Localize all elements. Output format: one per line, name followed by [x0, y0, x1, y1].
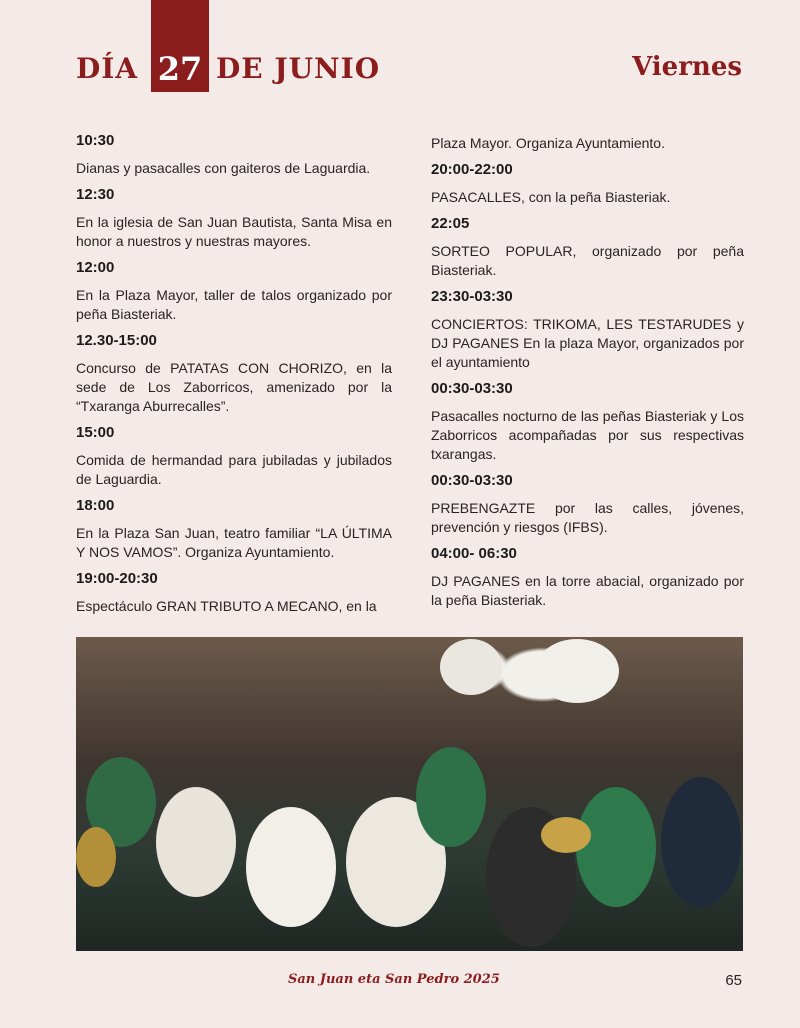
event-description: Espectáculo GRAN TRIBUTO A MECANO, en la	[76, 598, 377, 614]
schedule-item	[431, 545, 744, 610]
schedule-right-column	[431, 134, 744, 618]
event-description: Dianas y pasacalles con gaiteros de Laguardia.	[76, 160, 371, 176]
event-time: 10:30	[76, 132, 115, 149]
event-description: Comida de hermandad para jubiladas y jubilados de Laguardia.	[76, 452, 392, 487]
event-time: 00:30-03:30	[431, 472, 513, 489]
crowd-figure	[246, 807, 336, 927]
schedule-item	[76, 132, 392, 178]
event-time: 15:00	[76, 424, 115, 441]
sousaphone-bell-right	[535, 639, 619, 703]
event-description: Pasacalles nocturno de las peñas Biasteriak y Los Zaborricos acompañadas por sus respectivas txarangas.	[431, 408, 744, 462]
event-description: En la Plaza Mayor, taller de talos organizado por peña Biasteriak.	[76, 287, 392, 322]
brass-band-photo	[76, 637, 743, 951]
schedule-item	[76, 186, 392, 251]
event-time: 04:00- 06:30	[431, 545, 517, 562]
event-continuation: Plaza Mayor. Organiza Ayuntamiento.	[431, 135, 665, 151]
crowd-figure	[576, 787, 656, 907]
crowd-figure	[661, 777, 741, 907]
schedule-item	[431, 161, 744, 207]
event-time: 18:00	[76, 497, 115, 514]
event-description: En la iglesia de San Juan Bautista, Santa Misa en honor a nuestros y nuestras mayores.	[76, 214, 392, 249]
schedule-item	[76, 259, 392, 324]
tuba	[76, 827, 116, 887]
schedule-item	[76, 332, 392, 416]
schedule-item	[431, 215, 744, 280]
event-time: 00:30-03:30	[431, 380, 513, 397]
event-description: Concurso de PATATAS CON CHORIZO, en la sede de Los Zaborricos, amenizado por la “Txaranga Aburrecalles”.	[76, 360, 392, 414]
day-number: 27	[157, 50, 203, 88]
event-description: PASACALLES, con la peña Biasteriak.	[431, 189, 671, 205]
event-description: DJ PAGANES en la torre abacial, organizado por la peña Biasteriak.	[431, 573, 744, 608]
event-time: 12.30-15:00	[76, 332, 157, 349]
event-description: SORTEO POPULAR, organizado por peña Biasteriak.	[431, 243, 744, 278]
event-time: 22:05	[431, 215, 470, 232]
schedule-item	[431, 380, 744, 464]
page-number: 65	[725, 972, 742, 989]
event-time: 12:00	[76, 259, 115, 276]
crowd-figure	[156, 787, 236, 897]
event-description: CONCIERTOS: TRIKOMA, LES TESTARUDES y DJ PAGANES En la plaza Mayor, organizados por el ayuntamiento	[431, 316, 744, 370]
day-prefix: DÍA	[76, 52, 139, 85]
sousaphone-bell-left	[440, 639, 502, 695]
crowd-figure	[416, 747, 486, 847]
event-time: 19:00-20:30	[76, 570, 158, 587]
event-time: 20:00-22:00	[431, 161, 513, 178]
schedule-item	[76, 497, 392, 562]
event-time: 23:30-03:30	[431, 288, 513, 305]
tuba	[541, 817, 591, 853]
schedule-item	[431, 288, 744, 372]
schedule-item	[76, 570, 392, 616]
schedule-left-column	[76, 132, 392, 624]
footer-title: San Juan eta San Pedro 2025	[288, 972, 500, 987]
month-label: DE JUNIO	[216, 52, 381, 85]
event-time: 12:30	[76, 186, 115, 203]
event-description: PREBENGAZTE por las calles, jóvenes, prevención y riesgos (IFBS).	[431, 500, 744, 535]
schedule-item	[431, 472, 744, 537]
weekday: Viernes	[632, 52, 742, 82]
schedule-item	[76, 424, 392, 489]
page-header	[0, 0, 800, 100]
event-description: En la Plaza San Juan, teatro familiar “LA ÚLTIMA Y NOS VAMOS”. Organiza Ayuntamiento.	[76, 525, 392, 560]
